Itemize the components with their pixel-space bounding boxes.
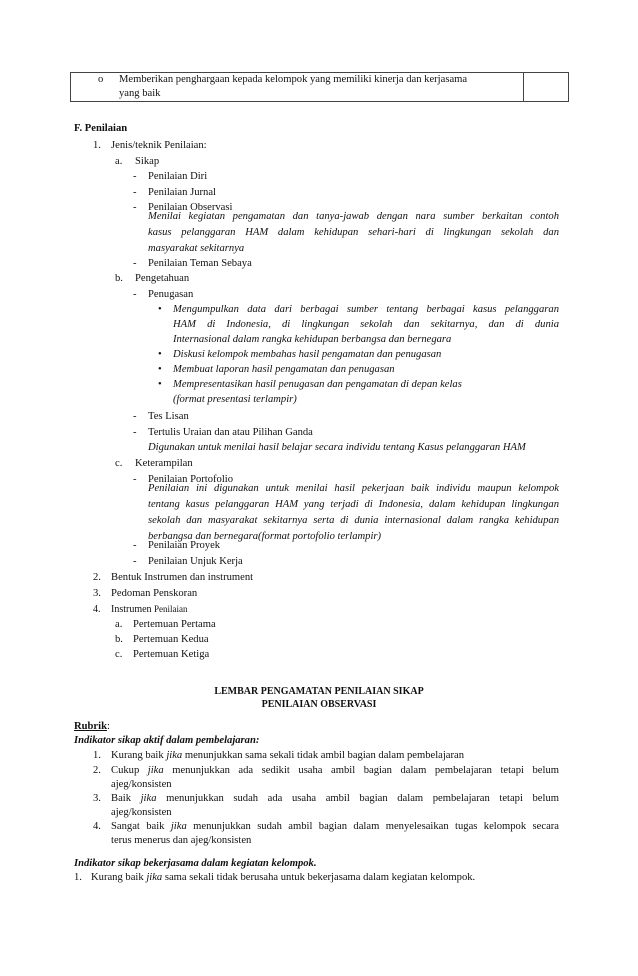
list-item: Penilaian Portofolio xyxy=(148,474,234,485)
rubric-item-cont: ajeg/konsisten xyxy=(111,779,172,790)
description-line: Penilaian ini digunakan untuk menilai hasil pekerjaan baik individu maupun kelompok xyxy=(148,483,559,494)
list-item: Penilaian Observasi xyxy=(148,202,233,213)
indicator-heading: Indikator sikap bekerjasama dalam kegiatan kelompok. xyxy=(74,858,317,869)
list-letter: b. xyxy=(115,273,123,284)
table-text-line2: yang baik xyxy=(119,88,161,99)
list-item: Penilaian Diri xyxy=(148,171,208,182)
bullet-text: Diskusi kelompok membahas hasil pengamatan dan penugasan xyxy=(173,349,442,360)
list-letter: c. xyxy=(115,649,123,660)
bullet: • xyxy=(158,349,162,360)
list-item: Penilaian Proyek xyxy=(148,540,221,551)
list-number: 1. xyxy=(93,140,101,151)
rubric-item-cont: terus menerus dan ajeg/konsisten xyxy=(111,835,252,846)
sub-item-label: Pertemuan Kedua xyxy=(133,634,209,645)
rubric-item: Cukup jika menunjukkan ada sedikit usaha ambil bagian dalam pembelajaran tetapi belum xyxy=(111,765,559,776)
indicator-heading: Indikator sikap aktif dalam pembelajaran: xyxy=(74,735,260,746)
bullet-text: HAM di Indonesia, di lingkungan sekolah dan sekitarnya, dan di dunia xyxy=(173,319,559,330)
sub-item-label: Keterampilan xyxy=(135,458,193,469)
list-number: 1. xyxy=(74,872,82,883)
item-label: Jenis/teknik Penilaian: xyxy=(111,140,207,151)
rubric-item: Kurang baik jika menunjukkan sama sekali tidak ambil bagian dalam pembelajaran xyxy=(111,750,465,761)
list-letter: a. xyxy=(115,619,123,630)
rubrik-heading: Rubrik: xyxy=(74,721,110,732)
sub-item-label: Sikap xyxy=(135,156,160,167)
rubric-item-cont: ajeg/konsisten xyxy=(111,807,172,818)
dash: - xyxy=(133,171,137,182)
item-label: Bentuk Instrumen dan instrument xyxy=(111,572,254,583)
sub-item-label: Pengetahuan xyxy=(135,273,190,284)
dash: - xyxy=(133,556,137,567)
dash: - xyxy=(133,427,137,438)
list-item: Penilaian Teman Sebaya xyxy=(148,258,252,269)
list-letter: c. xyxy=(115,458,123,469)
description-line: kasus pelanggaran HAM dalam kehidupan sehari-hari di lingkungan sekolah dan xyxy=(148,227,559,238)
bullet: • xyxy=(158,379,162,390)
section-heading: F. Penilaian xyxy=(74,123,128,134)
bullet: • xyxy=(158,304,162,315)
list-letter: a. xyxy=(115,156,123,167)
item-label: Instrumen Penilaian xyxy=(111,604,188,615)
bullet-text: (format presentasi terlampir) xyxy=(173,394,297,405)
form-subtitle: PENILAIAN OBSERVASI xyxy=(261,699,377,710)
list-number: 2. xyxy=(93,572,101,583)
form-title: LEMBAR PENGAMATAN PENILAIAN SIKAP xyxy=(214,686,424,697)
list-item: Tes Lisan xyxy=(148,411,189,422)
description-line: masyarakat sekitarnya xyxy=(148,243,245,254)
dash: - xyxy=(133,187,137,198)
list-letter: b. xyxy=(115,634,123,645)
bullet-text: Mempresentasikan hasil penugasan dan pengamatan di depan kelas xyxy=(173,379,462,390)
dash: - xyxy=(133,474,137,485)
bullet-text: Membuat laporan hasil pengamatan dan penugasan xyxy=(173,364,395,375)
bullet-text: Internasional dalam rangka kehidupan berbangsa dan bernegara xyxy=(173,334,452,345)
rubric-item: Sangat baik jika menunjukkan sudah ambil bagian dalam menyelesaikan tugas kelompok secara xyxy=(111,821,559,832)
description-line: Digunakan untuk menilai hasil belajar secara individu tentang Kasus pelanggaran HAM xyxy=(148,442,526,453)
dash: - xyxy=(133,411,137,422)
dash: - xyxy=(133,289,137,300)
list-item: Penilaian Jurnal xyxy=(148,187,216,198)
item-label: Pedoman Penskoran xyxy=(111,588,198,599)
sub-item-label: Pertemuan Ketiga xyxy=(133,649,210,660)
dash: - xyxy=(133,258,137,269)
list-number: 4. xyxy=(93,821,101,832)
description-line: tentang kasus pelanggaran HAM yang terjadi di Indonesia, dalam kehidupan lingkungan xyxy=(148,499,559,510)
dash: - xyxy=(133,540,137,551)
bullet-text: Mengumpulkan data dari berbagai sumber tentang berbagai kasus pelanggaran xyxy=(173,304,559,315)
list-item: Tertulis Uraian dan atau Pilihan Ganda xyxy=(148,427,313,438)
list-number: 3. xyxy=(93,588,101,599)
list-number: 3. xyxy=(93,793,101,804)
description-line: sekolah dan masyarakat sekitarnya serta di dunia internasional dalam rangka kehidupan xyxy=(148,515,559,526)
rubric-item: Kurang baik jika sama sekali tidak berusaha untuk bekerjasama dalam kegiatan kelompok. xyxy=(91,872,476,883)
list-item: Penilaian Unjuk Kerja xyxy=(148,556,243,567)
dash: - xyxy=(133,202,137,213)
rubric-item: Baik jika menunjukkan sudah ada usaha ambil bagian dalam pembelajaran tetapi belum xyxy=(111,793,559,804)
bullet: • xyxy=(158,364,162,375)
table-divider xyxy=(523,73,524,101)
list-number: 1. xyxy=(93,750,101,761)
description-line: berbangsa dan bernegara(format portofolio terlampir) xyxy=(148,531,382,542)
list-item: Penugasan xyxy=(148,289,194,300)
list-marker: o xyxy=(98,74,104,85)
list-number: 4. xyxy=(93,604,101,615)
sub-item-label: Pertemuan Pertama xyxy=(133,619,216,630)
list-number: 2. xyxy=(93,765,101,776)
description-line: Menilai kegiatan pengamatan dan tanya-jawab dengan nara sumber berkaitan contoh xyxy=(148,211,559,222)
table-text-line1: Memberikan penghargaan kepada kelompok yang memiliki kinerja dan kerjasama xyxy=(119,74,468,85)
